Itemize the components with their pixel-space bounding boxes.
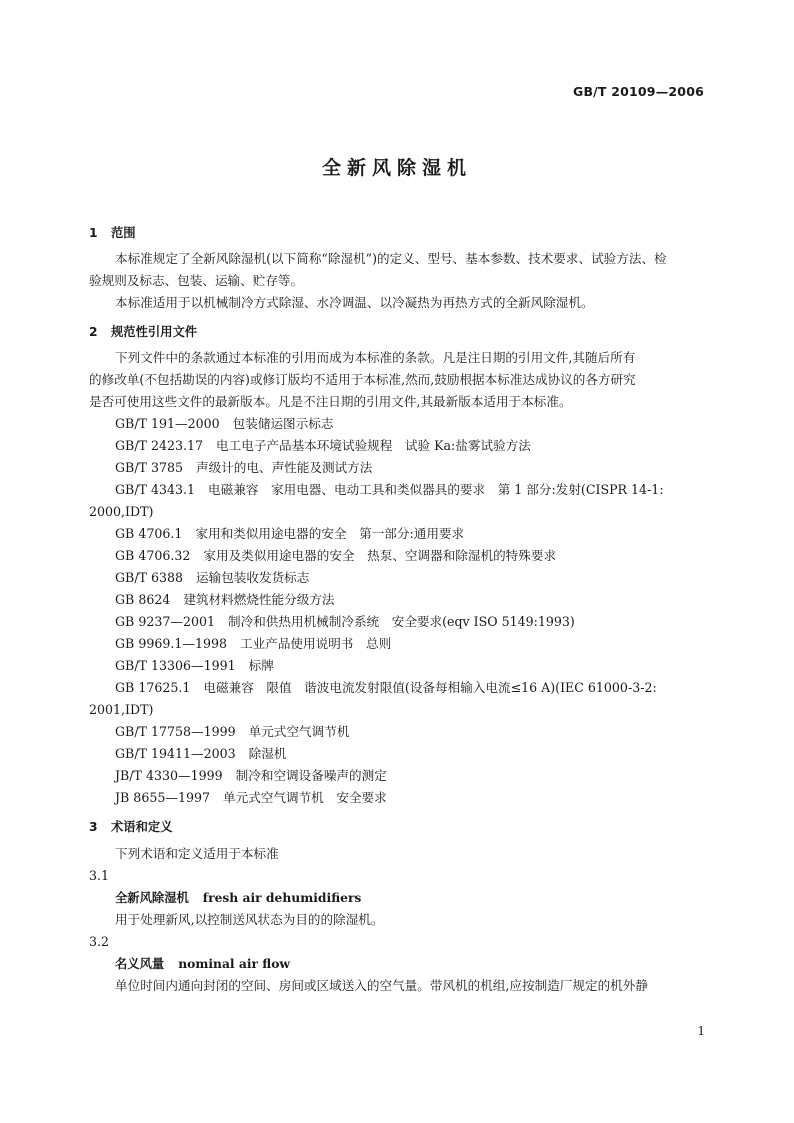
scope-paragraph-2: 本标准适用于以机械制冷方式除湿、水冷调温、以冷凝热为再热方式的全新风除湿机。: [115, 295, 594, 310]
reference-title: 标牌: [248, 658, 274, 673]
reference-code: GB 4706.32: [115, 548, 191, 563]
section-3-heading: [89, 816, 705, 838]
clause-number: 3.1: [89, 868, 110, 883]
clause-number: 3.2: [89, 934, 110, 949]
scope-p1-line2: 验规则及标志、包装、运输、贮存等。: [89, 273, 304, 288]
reference-code: GB/T 17758—1999: [115, 724, 236, 739]
reference-item: [89, 457, 705, 479]
reference-item: [89, 567, 705, 589]
term-chinese: 名义风量: [115, 957, 165, 971]
reference-item: [89, 721, 705, 743]
section-title: 术语和定义: [111, 820, 173, 834]
reference-code: GB 17625.1: [115, 680, 191, 695]
reference-title: 家用及类似用途电器的安全 热泵、空调器和除湿机的特殊要求: [203, 548, 557, 563]
reference-continuation: 2000,IDT): [89, 504, 154, 519]
reference-code: GB/T 3785: [115, 460, 184, 475]
standard-code: GB/T 20109—2006: [572, 84, 704, 99]
reference-code: GB/T 2423.17: [115, 438, 204, 453]
term-entry: [89, 953, 705, 975]
reference-title: 建筑材料燃烧性能分级方法: [183, 592, 335, 607]
reference-code: GB 4706.1: [115, 526, 183, 541]
section-1-heading: [89, 222, 705, 244]
reference-item: [89, 589, 705, 611]
reference-title: 单元式空气调节机 安全要求: [223, 790, 387, 805]
term-entry: [89, 887, 705, 909]
references-intro-line1: 下列文件中的条款通过本标准的引用而成为本标准的条款。凡是注日期的引用文件,其随后所有: [115, 350, 636, 365]
reference-item: [89, 743, 705, 765]
section-2-heading: [89, 321, 705, 343]
reference-title: 电工电子产品基本环境试验规程 试验 Ka:盐雾试验方法: [216, 438, 531, 453]
terms-intro: 下列术语和定义适用于本标准: [115, 846, 279, 861]
section-title: 规范性引用文件: [111, 325, 198, 339]
section-number: 3: [89, 820, 98, 834]
reference-title: 包装储运图示标志: [232, 416, 334, 431]
reference-title: 工业产品使用说明书 总则: [240, 636, 392, 651]
reference-title: 声级计的电、声性能及测试方法: [196, 460, 373, 475]
reference-code: GB 8624: [115, 592, 171, 607]
term-chinese: 全新风除湿机: [115, 891, 189, 905]
term-definition: 单位时间内通向封闭的空间、房间或区域送入的空气量。带风机的机组,应按制造厂规定的机外静: [115, 978, 648, 993]
reference-item: [89, 413, 705, 435]
reference-code: GB/T 13306—1991: [115, 658, 236, 673]
term-english: fresh air dehumidifiers: [202, 890, 362, 905]
document-title: 全新风除湿机: [321, 157, 472, 179]
reference-code: JB/T 4330—1999: [115, 768, 223, 783]
reference-title: 电磁兼容 家用电器、电动工具和类似器具的要求 第 1 部分:发射(CISPR 14-1:: [208, 482, 664, 497]
section-number: 2: [89, 325, 98, 339]
reference-title: 制冷和空调设备噪声的测定: [235, 768, 387, 783]
references-intro-line3: 是否可使用这些文件的最新版本。凡是不注日期的引用文件,其最新版本适用于本标准。: [89, 394, 572, 409]
reference-item: [89, 655, 705, 677]
reference-title: 电磁兼容 限值 谐波电流发射限值(设备每相输入电流≤16 A)(IEC 61000-3-2:: [203, 680, 657, 695]
reference-item: [89, 633, 705, 655]
references-intro-line2: 的修改单(不包括勘误的内容)或修订版均不适用于本标准,然而,鼓励根据本标准达成协议的各方研究: [89, 372, 636, 387]
reference-continuation: 2001,IDT): [89, 702, 154, 717]
reference-item: [89, 545, 705, 567]
reference-code: GB 9969.1—1998: [115, 636, 228, 651]
reference-title: 单元式空气调节机: [248, 724, 350, 739]
term-definition: 用于处理新风,以控制送风状态为目的的除湿机。: [115, 912, 384, 927]
reference-code: GB/T 191—2000: [115, 416, 220, 431]
reference-title: 制冷和供热用机械制冷系统 安全要求(eqv ISO 5149:1993): [228, 614, 575, 629]
reference-item: [89, 611, 705, 633]
reference-title: 运输包装收发货标志: [196, 570, 310, 585]
reference-item: [89, 523, 705, 545]
reference-item: [89, 479, 705, 501]
scope-p1-line1: 本标准规定了全新风除湿机(以下简称“除湿机”)的定义、型号、基本参数、技术要求、试验方法、检: [115, 251, 667, 266]
scope-paragraph-1: [89, 248, 705, 270]
reference-item: [89, 787, 705, 809]
reference-code: GB/T 6388: [115, 570, 184, 585]
reference-item: [89, 435, 705, 457]
reference-title: 除湿机: [248, 746, 287, 761]
page-number: 1: [697, 1024, 705, 1038]
document-body: [89, 220, 705, 997]
section-number: 1: [89, 226, 98, 240]
term-english: nominal air flow: [178, 956, 291, 971]
reference-item: [89, 765, 705, 787]
reference-code: GB 9237—2001: [115, 614, 216, 629]
reference-code: JB 8655—1997: [115, 790, 211, 805]
reference-title: 家用和类似用途电器的安全 第一部分:通用要求: [195, 526, 465, 541]
reference-code: GB/T 4343.1: [115, 482, 196, 497]
reference-code: GB/T 19411—2003: [115, 746, 236, 761]
reference-item: [89, 677, 705, 699]
section-title: 范围: [111, 226, 136, 240]
